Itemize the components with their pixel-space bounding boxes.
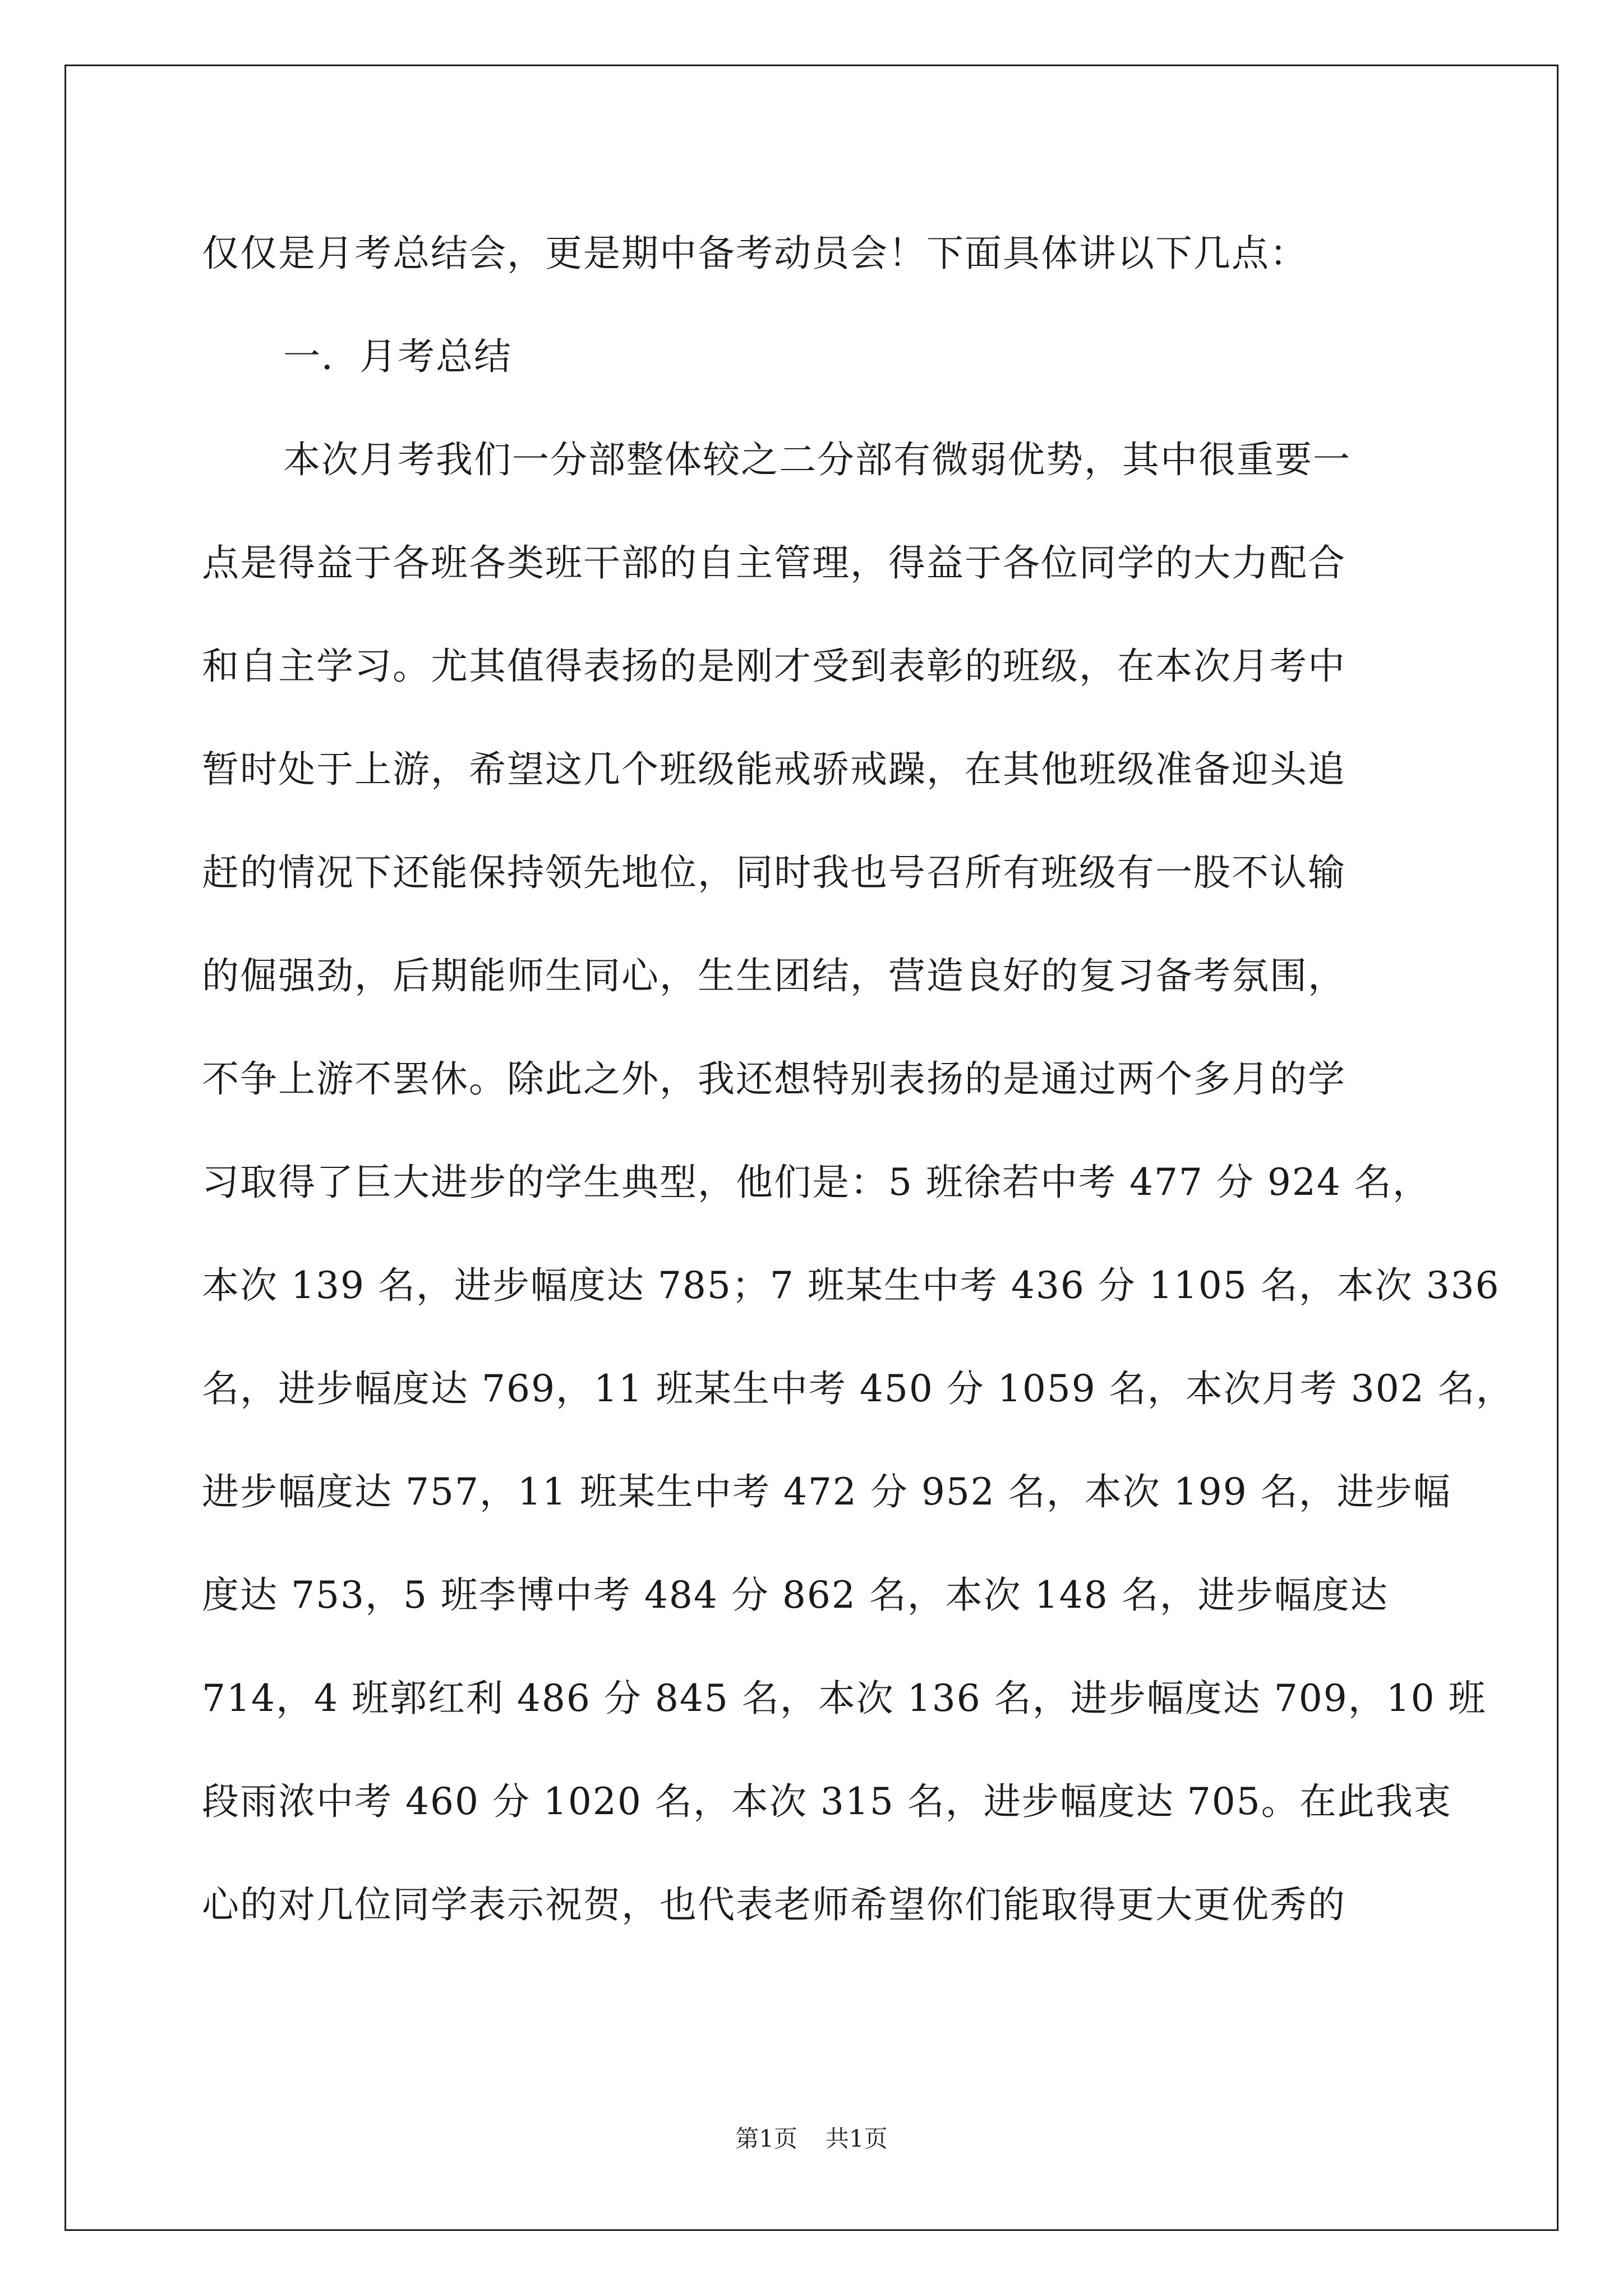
text-line: 段雨浓中考 460 分 1020 名，本次 315 名，进步幅度达 705。在此我衷 [202,1780,1452,1823]
document-body [202,202,1514,1957]
text-line: 点是得益于各班各类班干部的自主管理，得益于各位同学的大力配合 [202,541,1346,585]
text-line: 习取得了巨大进步的学生典型，他们是：5 班徐若中考 477 分 924 名， [202,1161,1431,1204]
paragraph-first-line: 本次月考我们一分部整体较之二分部有微弱优势，其中很重要一 [283,438,1351,481]
text-line: 名，进步幅度达 769，11 班某生中考 450 分 1059 名，本次月考 302 名， [202,1367,1514,1410]
text-line: 本次 139 名，进步幅度达 785；7 班某生中考 436 分 1105 名，本次 336 [202,1264,1500,1307]
text-line: 进步幅度达 757，11 班某生中考 472 分 952 名，本次 199 名，进步幅 [202,1470,1451,1513]
page-footer [0,2120,1623,2154]
text-line: 不争上游不罢休。除此之外，我还想特别表扬的是通过两个多月的学 [202,1057,1346,1101]
text-line: 赶的情况下还能保持领先地位，同时我也号召所有班级有一股不认输 [202,851,1346,894]
text-line: 714，4 班郭红利 486 分 845 名，本次 136 名，进步幅度达 709，10 班 [202,1677,1487,1720]
text-line: 心的对几位同学表示祝贺，也代表老师希望你们能取得更大更优秀的 [202,1883,1346,1926]
text-line: 暂时处于上游，希望这几个班级能戒骄戒躁，在其他班级准备迎头追 [202,748,1346,791]
page-total: 共1页 [826,2125,888,2152]
page-number: 第1页 [735,2125,797,2152]
text-line: 和自主学习。尤其值得表扬的是刚才受到表彰的班级，在本次月考中 [202,645,1346,688]
text-line: 仅仅是月考总结会，更是期中备考动员会！下面具体讲以下几点： [202,232,1308,275]
section-heading: 一．月考总结 [283,335,512,378]
text-line: 度达 753，5 班李博中考 484 分 862 名，本次 148 名，进步幅度达 [202,1573,1389,1617]
text-line: 的倔强劲，后期能师生同心，生生团结，营造良好的复习备考氛围， [202,954,1346,997]
